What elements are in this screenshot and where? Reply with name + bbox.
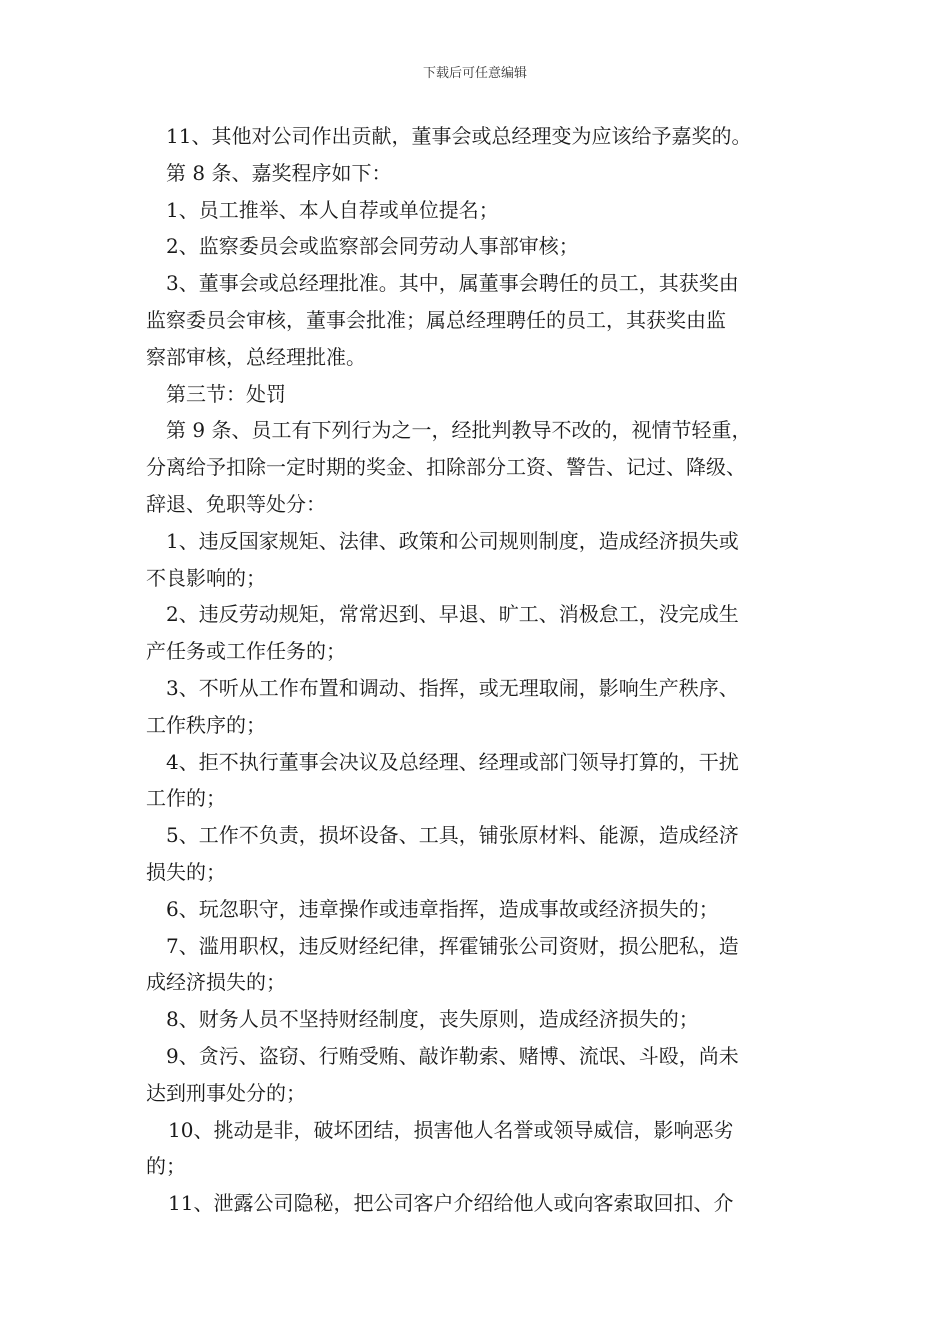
paragraph-line: 损失的； [146, 859, 226, 884]
document-body [146, 118, 836, 1222]
paragraph-line: 监察委员会审核，董事会批准；属总经理聘任的员工，其获奖由监 [146, 307, 726, 332]
paragraph-line: 的； [146, 1154, 186, 1179]
paragraph-line: 分离给予扣除一定时期的奖金、扣除部分工资、警告、记过、降级、 [146, 455, 746, 480]
paragraph-line: 成经济损失的； [146, 970, 286, 995]
section-heading: 第三节：处罚 [166, 381, 286, 406]
paragraph-line: 2、违反劳动规矩，常常迟到、早退、旷工、消极怠工，没完成生 [166, 602, 739, 627]
paragraph-line: 1、违反国家规矩、法律、政策和公司规则制度，造成经济损失或 [166, 528, 739, 553]
paragraph-line: 工作的； [146, 786, 226, 811]
paragraph-line: 11、其他对公司作出贡献，董事会或总经理变为应该给予嘉奖的。 [166, 124, 752, 148]
paragraph-line: 4、拒不执行董事会决议及总经理、经理或部门领导打算的，干扰 [166, 749, 739, 774]
page-header: 下载后可任意编辑 [422, 66, 527, 81]
paragraph-line: 察部审核，总经理批准。 [146, 344, 366, 369]
paragraph-line: 3、董事会或总经理批准。其中，属董事会聘任的员工，其获奖由 [166, 271, 739, 296]
paragraph-line: 10、挑动是非，破坏团结，损害他人名誉或领导威信，影响恶劣 [168, 1117, 734, 1142]
paragraph-line: 第 9 条、员工有下列行为之一，经批判教导不改的，视情节轻重， [166, 418, 752, 443]
paragraph-line: 1、员工推举、本人自荐或单位提名； [166, 197, 499, 222]
paragraph-line: 达到刑事处分的； [146, 1080, 306, 1105]
paragraph-line: 9、贪污、盗窃、行贿受贿、敲诈勒索、赌博、流氓、斗殴，尚未 [166, 1043, 739, 1068]
paragraph-line: 工作秩序的； [146, 712, 266, 737]
paragraph-line: 产任务或工作任务的； [146, 639, 346, 664]
paragraph-line: 6、玩忽职守，违章操作或违章指挥，造成事故或经济损失的； [166, 896, 719, 921]
paragraph-line: 8、财务人员不坚持财经制度，丧失原则，造成经济损失的； [166, 1007, 699, 1032]
paragraph-line: 辞退、免职等处分： [146, 491, 326, 516]
paragraph-line: 3、不听从工作布置和调动、指挥，或无理取闹，影响生产秩序、 [166, 675, 739, 700]
paragraph-line: 2、监察委员会或监察部会同劳动人事部审核； [166, 234, 579, 259]
paragraph-line: 7、滥用职权，违反财经纪律，挥霍铺张公司资财，损公肥私，造 [166, 933, 739, 958]
paragraph-line: 不良影响的； [146, 565, 266, 590]
paragraph-line: 11、泄露公司隐秘，把公司客户介绍给他人或向客索取回扣、介 [168, 1191, 734, 1216]
paragraph-line: 5、工作不负责，损坏设备、工具，铺张原材料、能源，造成经济 [166, 823, 739, 848]
paragraph-line: 第 8 条、嘉奖程序如下： [166, 160, 392, 185]
